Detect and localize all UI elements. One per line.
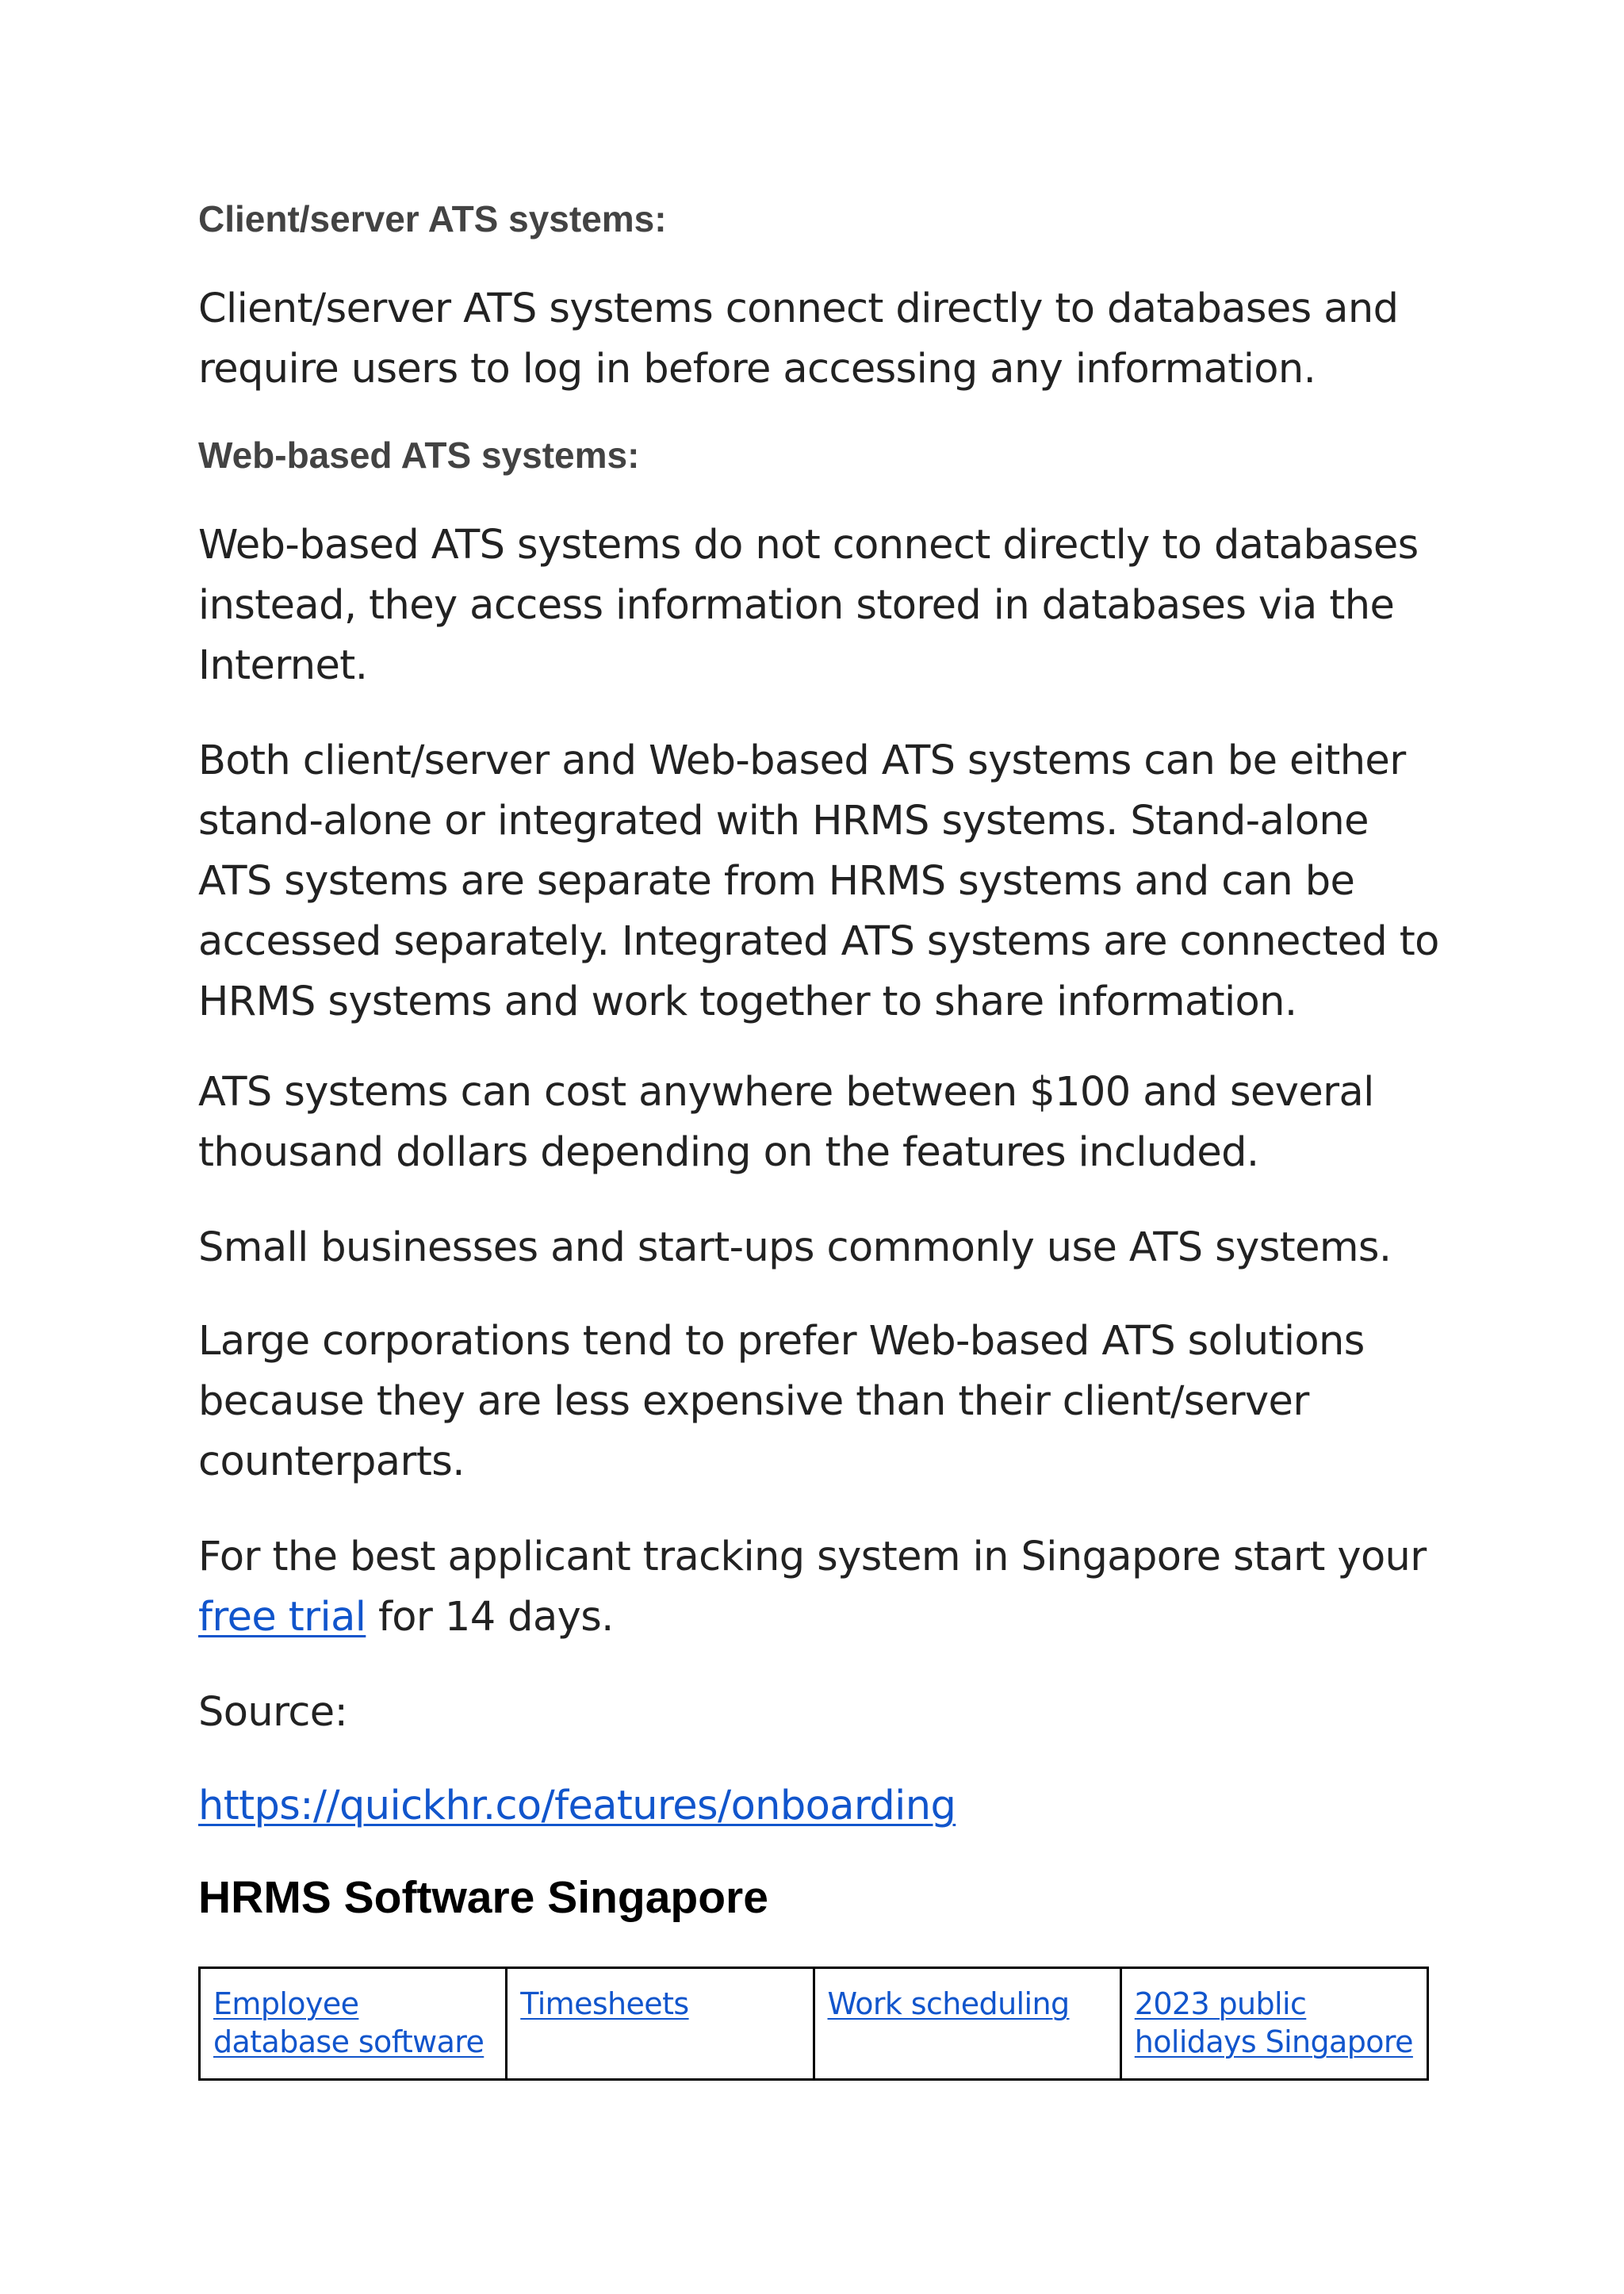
timesheets-link[interactable]: Timesheets — [520, 1986, 689, 2021]
client-server-heading: Client/server ATS systems: — [198, 198, 667, 239]
table-cell — [507, 1968, 814, 2080]
web-based-heading: Web-based ATS systems: — [198, 435, 640, 476]
client-server-paragraph: Client/server ATS systems connect directly to databases and require users to log in before accessing any information. — [198, 285, 1399, 393]
table-cell — [200, 1968, 507, 2080]
source-paragraph — [198, 1776, 1451, 1836]
free-trial-text-before: For the best applicant tracking system in Singapore start your — [198, 1534, 1427, 1580]
related-links-table — [198, 1967, 1429, 2081]
table-row — [200, 1968, 1428, 2080]
both-systems-paragraph: Both client/server and Web-based ATS systems can be either stand-alone or integrated with HRMS systems. Stand-alone ATS systems are separate from HRMS systems and can be accessed separately. Integrated ATS systems are connected to HRMS systems and work together to share information. — [198, 737, 1439, 1025]
hrms-software-heading: HRMS Software Singapore — [198, 1872, 768, 1923]
cost-paragraph: ATS systems can cost anywhere between $100 and several thousand dollars depending on the features included. — [198, 1069, 1374, 1176]
employee-database-link[interactable]: Employee database software — [213, 1986, 485, 2059]
small-business-paragraph: Small businesses and start-ups commonly use ATS systems. — [198, 1224, 1392, 1271]
web-based-paragraph: Web-based ATS systems do not connect directly to databases instead, they access information stored in databases via the Internet. — [198, 522, 1419, 689]
source-url-link[interactable]: https://quickhr.co/features/onboarding — [198, 1783, 956, 1829]
large-corporations-paragraph: Large corporations tend to prefer Web-based ATS solutions because they are less expensive than their client/server counterparts. — [198, 1318, 1365, 1485]
work-scheduling-link[interactable]: Work scheduling — [827, 1986, 1070, 2021]
table-cell — [1120, 1968, 1427, 2080]
free-trial-link[interactable]: free trial — [198, 1594, 366, 1641]
public-holidays-link[interactable]: 2023 public holidays Singapore — [1134, 1986, 1413, 2059]
free-trial-paragraph — [198, 1527, 1451, 1648]
table-cell — [814, 1968, 1120, 2080]
free-trial-text-after: for 14 days. — [366, 1594, 614, 1641]
source-label: Source: — [198, 1689, 348, 1736]
